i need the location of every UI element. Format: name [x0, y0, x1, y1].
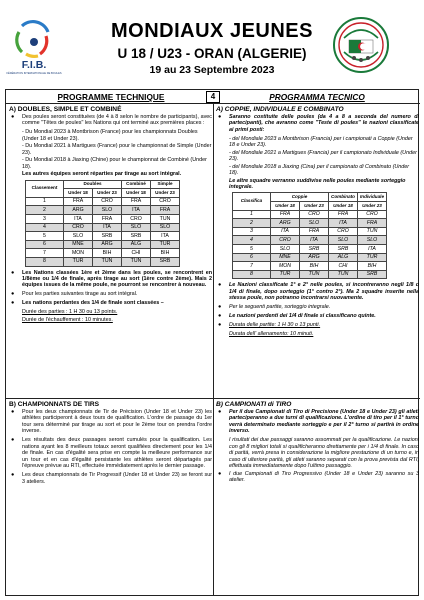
table-header: Under 23 — [151, 189, 180, 198]
paragraph: ● Le nazioni perdenti dei 1/4 di finale si classificano quinte. — [216, 313, 419, 319]
warmup-duration: Durata dell' allenamento: 10 minuti. — [229, 331, 314, 338]
paragraph: ● Les nations perdantes des 1/4 de finale sont classées – — [9, 300, 212, 306]
right-section-a — [216, 105, 419, 339]
table-header: Simple — [151, 180, 180, 189]
paragraph: ● Les Nations classées 1ère et 2ème dans les poules, se rencontrent en 1/8ème ou 1/4 de finale, après tirage au sort (1ère contre 2ème). Mais 2 équipes issues de la même poule, ne pourront se rencontrer à nouveau. — [9, 270, 212, 289]
paragraph: ● Les deux championnats de Tir Progressif (Under 18 et Under 23) se feront sur 3 ateliers. — [9, 472, 212, 485]
list-item: - del Mondiale 2018 a Jiaxing (Cina) per il campionato di Combinato (Under 18). — [229, 163, 410, 177]
table-row: 6 MNE ARG ALG TUR — [26, 240, 180, 249]
paragraph: ● Les résultats des deux passages seront cumulés pour la qualification. Les nations ayant les 8 meilleurs totaux seront qualifiées directement pour les 1/4 de finale. En cas d'égalité sera prise en compte la meilleure performance sur un tour et en cas d'égalité persistante les athlètes seront départagés par l'épreuve prévue au RTI, effectuée immédiatement après le dernier passage. — [9, 437, 212, 469]
page-title: MONDIAUX JEUNES — [111, 20, 313, 42]
warmup-duration: Durée de l'échauffement : 10 minutes. — [22, 316, 113, 323]
section-b-title: B) CAMPIONATI di TIRO — [216, 401, 292, 408]
list-item: - del Mondiale 2021 a Martigues (Francia) per il campionato Individuale (Under 23). — [229, 149, 417, 163]
list-item: - Du Mondial 2018 à Jiaxing (Chine) pour le championnat de Combiné (Under 18). — [22, 157, 207, 170]
table-row: 1 FRA CRO FRA CRO — [233, 210, 387, 219]
paragraph: ● Pour les parties suivantes tirage au sort intégral. — [9, 291, 212, 297]
seeding-table — [25, 180, 180, 267]
paragraph: ● Pour les deux championnats de Tir de Précision (Under 18 et Under 23) les athlètes participeront à deux tours de qualification. L'ordre de passage du 1er tour sera déterminé par tirage au sort et pour le 2ème tour on prendra l'ordre inverse. — [9, 409, 212, 435]
match-duration: Durée des parties : 1 H 30 ou 13 points. — [22, 309, 118, 316]
table-header: Doubles — [64, 180, 122, 189]
table-row: 3 ITA FRA CRO TUN — [26, 214, 180, 223]
table-header: Under 23 — [358, 202, 387, 211]
event-dates: 19 au 23 Septembre 2023 — [149, 64, 275, 76]
right-section-b — [216, 400, 419, 486]
table-row: 1 FRA CRO FRA CRO — [26, 197, 180, 206]
paragraph: I risultati dei due passaggi saranno assommati per la qualificazione. Le nazioni con gli 8 migliori totali si qualificheranno direttamente per i 1/4 di finale. In caso di parità, verrà presa in considerazione la migliore prestazione di un turno e, in caso di ulteriore parità, gli atleti saranno separati con la prova prevista dal RTI, effettuata immediatamente dopo l'ultimo passaggio. — [229, 437, 419, 470]
table-row: 8 TUR TUN TUN SRB — [26, 257, 180, 266]
fib-logo — [6, 22, 62, 76]
page-subtitle: U 18 / U23 - ORAN (ALGERIE) — [117, 46, 307, 61]
table-header: Under 18 — [64, 189, 93, 198]
paragraph: Le altre squadre verranno suddivise nelle poules mediante sorteggio integrale. — [229, 177, 406, 191]
left-section-a — [9, 105, 212, 324]
table-row: 2 ARG SLO ITA FRA — [26, 206, 180, 215]
table-header: Under 23 — [93, 189, 122, 198]
table-row: 4 CRO ITA SLO SLO — [26, 223, 180, 232]
section-a-title: A) COPPIE, INDIVIDUALE E COMBINATO — [216, 106, 344, 113]
table-header: Classifica — [233, 193, 271, 210]
section-a-title: A) DOUBLES, SIMPLE ET COMBINÉ — [9, 106, 122, 113]
table-row: 6 MNE ARG ALG TUR — [233, 253, 387, 262]
list-item: - Du Mondial 2023 à Montbrison (France) pour les championnats Doubles (Under 18 et Under 23). — [22, 129, 198, 142]
table-header: Under 18 — [271, 202, 300, 211]
left-section-b — [9, 400, 212, 487]
table-header: Under 18 — [122, 189, 151, 198]
table-header: Combiné — [122, 180, 151, 189]
list-item: - del Mondiale 2023 a Montbrison (Francia) per i campionati a Coppie (Under 18 e Under 23). — [229, 135, 413, 149]
paragraph: ● Per il due Campionati di Tiro di Precisione (Under 18 e Under 23) gli atleti parteciperanno a due turni di qualificazione. L'ordine di tiro per il 1° turno verrà determinato mediante sorteggio e per il 2° turno si partirà in ordine inverso. — [216, 409, 419, 435]
paragraph: ● Des poules seront constituées (de 4 à 8 selon le nombre de participants), avec comme "Têtes de poules" les Nations qui ont terminé aux premières places : — [9, 114, 212, 127]
column-divider — [213, 104, 214, 596]
header — [0, 0, 424, 84]
table-header: Under 18 — [329, 202, 358, 211]
right-column-heading: PROGRAMMA TECNICO — [269, 92, 365, 102]
table-row: 2 ARG SLO ITA FRA — [233, 219, 387, 228]
table-header: Coppie — [271, 193, 329, 202]
paragraph: ● I due Campionati di Tiro Progressivo (Under 18 e Under 23) saranno su 3 atelier. — [216, 471, 419, 484]
match-duration: ● Durata delle partite: 1 H 30 o 13 punti. — [216, 322, 419, 328]
table-header: Individuale — [358, 193, 387, 202]
paragraph: Les autres équipes seront réparties par tirage au sort intégral. — [22, 171, 182, 178]
algerian-federation-seal — [332, 16, 390, 74]
paragraph: ● Le Nazioni classificate 1° e 2° nelle poules, si incontreranno negli 1/8 o 1/4 di finale, dopo sorteggio (1° contro 2°). Ma 2 squadre inserite nella stessa poule, non potranno incontrarsi nuovamente. — [216, 282, 419, 301]
page-number: 4 — [206, 91, 220, 103]
paragraph: ● Saranno costituite delle poules (da 4 a 8 a seconda del numero di partecipanti), che avranno come "Teste di poules" le nazioni classificate ai primi posti: — [216, 114, 419, 133]
table-row: 3 ITA FRA CRO TUN — [233, 227, 387, 236]
section-b-title: B) CHAMPIONNATS DE TIRS — [9, 401, 99, 408]
table-header: Under 23 — [300, 202, 329, 211]
table-row: 5 SLO SRB SRB ITA — [233, 245, 387, 254]
table-row: 7 MON BIH CHI BIH — [233, 262, 387, 271]
table-row: 8 TUR TUN TUN SRB — [233, 270, 387, 279]
paragraph: ● Per le seguenti partite, sorteggio integrale. — [216, 304, 419, 310]
table-header: Combinato — [329, 193, 358, 202]
fib-logo-caption: FÉDÉRATION INTERNATIONALE DE BOULES — [6, 72, 62, 75]
list-item: - Du Mondial 2021 à Martigues (France) pour le championnat de Simple (Under 23). — [22, 143, 212, 156]
table-header: Classement — [26, 180, 64, 197]
table-row: 4 CRO ITA SLO SLO — [233, 236, 387, 245]
seeding-table — [232, 192, 387, 279]
table-row: 5 SLO SRB SRB ITA — [26, 232, 180, 241]
programme-frame — [5, 89, 419, 596]
table-row: 7 MON BIH CHI BIH — [26, 249, 180, 258]
fib-logo-text: F.I.B. — [21, 59, 47, 71]
left-column-heading: PROGRAMME TECHNIQUE — [57, 92, 165, 102]
